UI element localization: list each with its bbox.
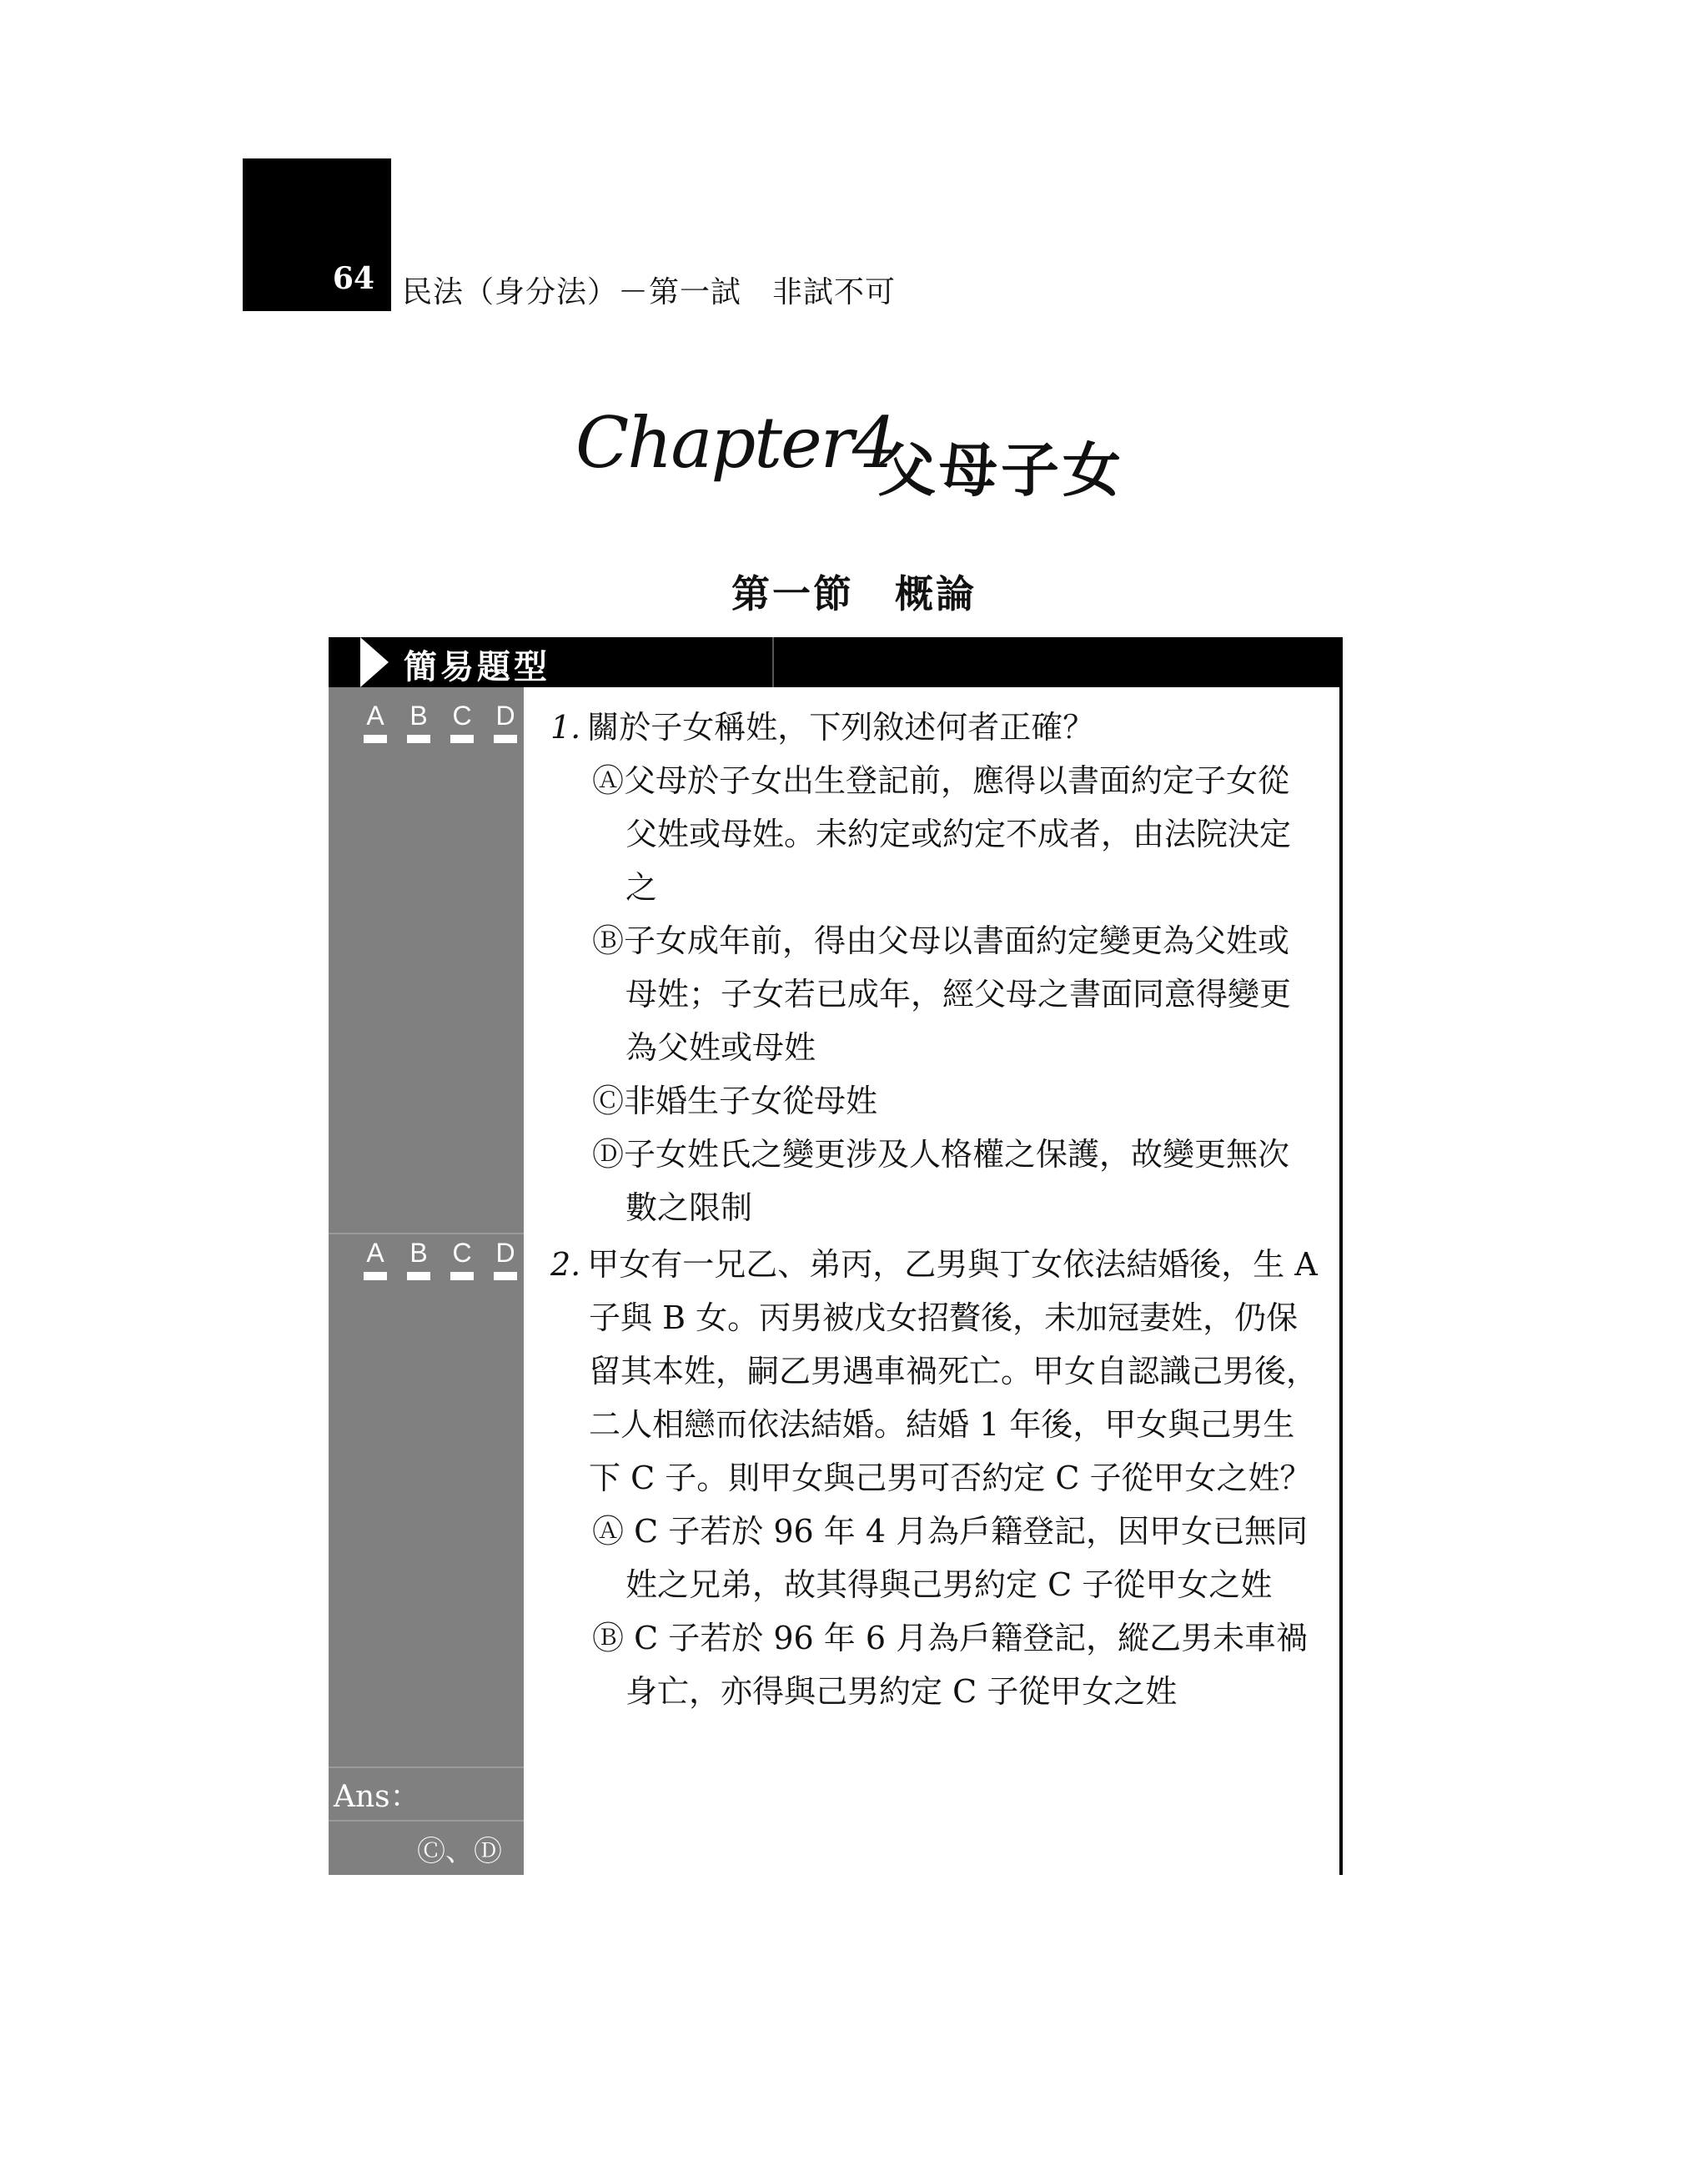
choice-a[interactable]: A: [364, 1238, 387, 1280]
answer-label: Ans：: [334, 1780, 420, 1814]
choice-markers-q2: [364, 1238, 517, 1280]
choice-box: [364, 735, 387, 743]
question-2: [550, 1238, 1318, 1718]
question-number: 1.: [550, 709, 581, 746]
choice-markers-q1: [364, 701, 517, 743]
choice-d[interactable]: D: [494, 1238, 517, 1280]
answer-column: [329, 687, 524, 1875]
choice-b[interactable]: B: [407, 1238, 430, 1280]
choice-box: [494, 735, 517, 743]
choice-box: [450, 735, 474, 743]
question-stem: 2. 甲女有一兄乙、弟丙，乙男與丁女依法結婚後，生 A 子與 B 女。丙男被戊女招贅後，未加冠妻姓，仍保留其本姓，嗣乙男遇車禍死亡。甲女自認識己男後，二人相戀而依法結婚。結婚 1 年後，甲女與己男生下 C 子。則甲女與己男可否約定 C 子從甲女之姓？: [550, 1246, 1319, 1496]
column-separator: [329, 1820, 524, 1822]
option-a: Ⓐ父母於子女出生登記前，應得以書面約定子女從父姓或母姓。未約定或約定不成者，由法院決定之: [592, 762, 1292, 906]
option-a: Ⓐ C 子若於 96 年 4 月為戶籍登記，因甲女已無同姓之兄弟，故其得與己男約定 C 子從甲女之姓: [592, 1513, 1309, 1603]
page-number: 64: [332, 261, 374, 296]
choice-c[interactable]: C: [450, 1238, 474, 1280]
choice-a[interactable]: A: [364, 701, 387, 743]
section-title: 第一節 概論: [731, 571, 977, 616]
choice-d[interactable]: D: [494, 701, 517, 743]
question-stem: 1. 關於子女稱姓，下列敘述何者正確？: [550, 709, 1095, 746]
arrow-icon: [360, 637, 389, 687]
option-d: Ⓓ子女姓氏之變更涉及人格權之保護，故變更無次數之限制: [592, 1136, 1290, 1226]
page-number-block: [243, 158, 391, 311]
panel-label: 簡易題型: [404, 648, 550, 686]
choice-box: [407, 1272, 430, 1280]
chapter-word: Chapter4: [575, 402, 896, 484]
option-c: Ⓒ非婚生子女從母姓: [592, 1083, 878, 1119]
column-separator: [329, 1233, 524, 1234]
running-title: 民法（身分法）－第一試 非試不可: [402, 275, 897, 309]
choice-box: [364, 1272, 387, 1280]
choice-box: [407, 735, 430, 743]
question-1: [550, 701, 1318, 1234]
option-b: Ⓑ C 子若於 96 年 6 月為戶籍登記，縱乙男未車禍身亡，亦得與己男約定 C 子從甲女之姓: [592, 1620, 1309, 1710]
panel-right-rule: [1339, 687, 1343, 1875]
header-divider: [772, 637, 774, 687]
choice-box: [494, 1272, 517, 1280]
option-b: Ⓑ子女成年前，得由父母以書面約定變更為父姓或母姓；子女若已成年，經父母之書面同意得變更為父姓或母姓: [592, 922, 1292, 1066]
column-separator: [329, 1766, 524, 1768]
answer-value: Ⓒ、Ⓓ: [417, 1835, 502, 1868]
choice-b[interactable]: B: [407, 701, 430, 743]
choice-c[interactable]: C: [450, 701, 474, 743]
question-number: 2.: [550, 1246, 581, 1283]
choice-box: [450, 1272, 474, 1280]
chapter-title: 父母子女: [877, 436, 1124, 505]
